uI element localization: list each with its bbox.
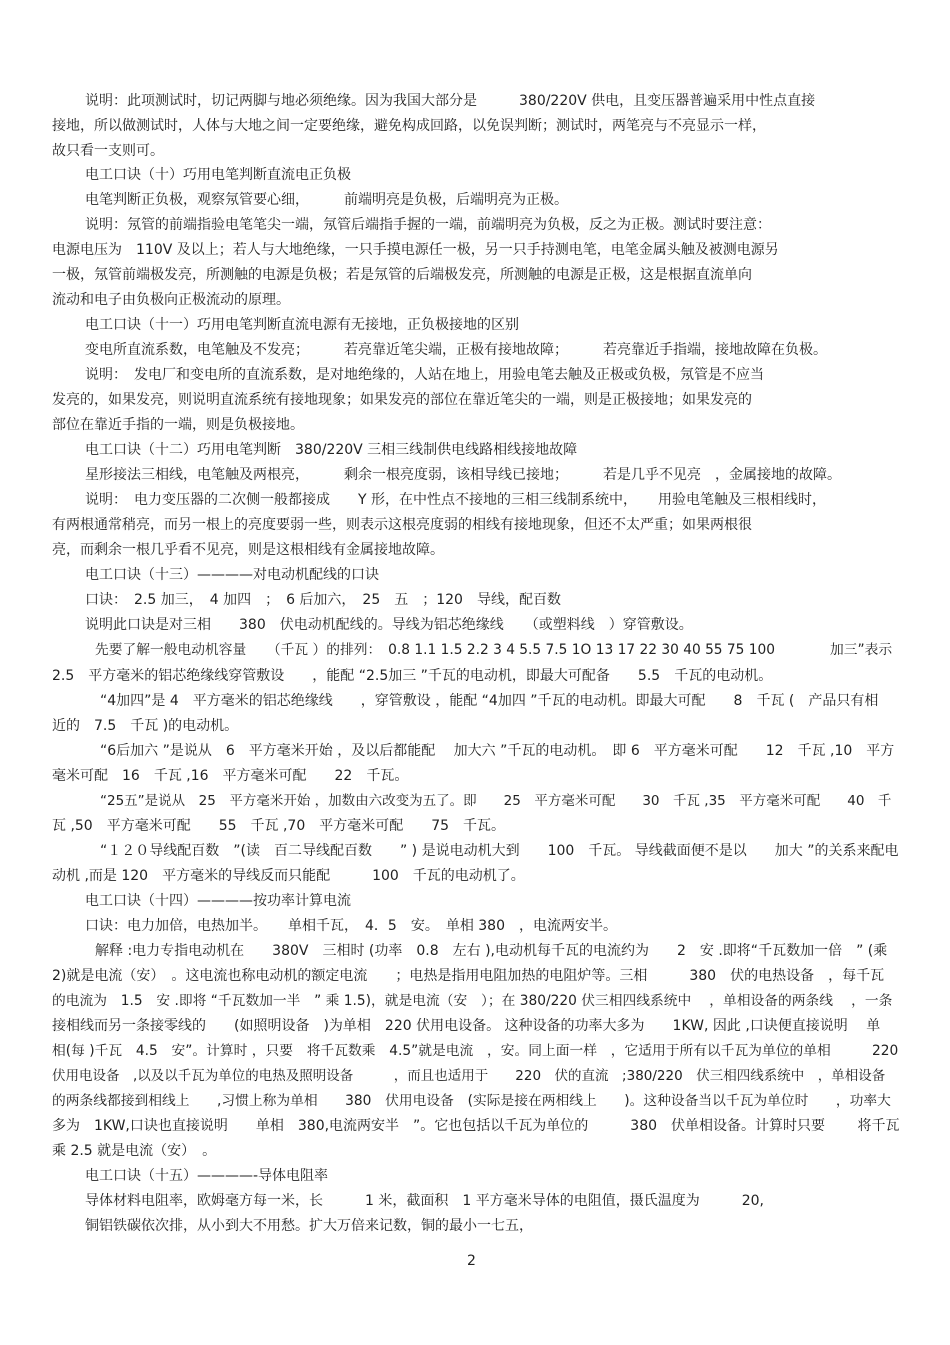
text-line: 电笔判断正负极，观察氖管要心细， 前端明亮是负极，后端明亮为正极。: [85, 192, 568, 208]
text-line: 说明： 发电厂和变电所的直流系数，是对地绝缘的，人站在地上，用验电笔去触及正极或负极，氖管是不应当: [85, 367, 764, 383]
text-line: 电源电压为 110V 及以上；若人与大地绝缘，一只手摸电源任一极，另一只手持测电笔，电笔金属头触及被测电源另: [52, 242, 779, 258]
text-line: 说明：氖管的前端指验电笔笔尖一端，氖管后端指手握的一端，前端明亮为负极，反之为正极。测试时要注意：: [85, 217, 771, 233]
text-line: 先要了解一般电动机容量 （千瓦 ）的排列： 0.8 1.1 1.5 2.2 3 4 5.5 7.5 1O 13 17 22 30 40 55 75 100 加三”表示: [95, 642, 893, 658]
page-number: 2: [467, 1253, 476, 1269]
text-line: 口诀：电力加倍，电热加半。 单相千瓦， 4．5 安。 单相 380 ，电流两安半。: [85, 918, 617, 934]
text-line: 亮，而剩余一根几乎看不见亮，则是这根相线有金属接地故障。: [52, 542, 444, 558]
text-line: 导体材料电阻率，欧姆毫方每一米，长 1 米，截面积 1 平方毫米导体的电阻值，摄氏温度为 20,: [85, 1193, 764, 1209]
text-line: “１２０导线配百数 ”(读 百二导线配百数 ” ) 是说电动机大到 100 千瓦。 导线截面便不是以 加大 ”的关系来配电: [100, 843, 899, 859]
text-line: 乘 2.5 就是电流（安） 。: [52, 1143, 217, 1159]
text-line: 说明：此项测试时，切记两脚与地必须绝缘。因为我国大部分是 380/220V 供电，且变压器普遍采用中性点直接: [85, 93, 816, 109]
text-line: 相(每 )千瓦 4.5 安”。计算时 ，只要 将千瓦数乘 4.5”就是电流 ，安。同上面一样 ，它适用于所有以千瓦为单位的单相 220: [52, 1043, 899, 1059]
section-heading: 电工口诀（十五）————-导体电阻率: [85, 1168, 329, 1184]
text-line: 的电流为 1.5 安 .即将 “千瓦数加一半 ” 乘 1.5)，就是电流（安 ）；在 380/220 伏三相四线系统中 ，单相设备的两条线 ，一条: [52, 993, 893, 1009]
text-line: 2.5 平方毫米的铝芯绝缘线穿管敷设 ，能配 “2.5加三 ”千瓦的电动机，即最大可配备 5.5 千瓦的电动机。: [52, 668, 773, 684]
section-heading: 电工口诀（十三）————对电动机配线的口诀: [85, 567, 379, 583]
section-heading: 电工口诀（十）巧用电笔判断直流电正负极: [85, 167, 351, 183]
text-line: 一极，氖管前端极发亮，所测触的电源是负极；若是氖管的后端极发亮，所测触的电源是正极，这是根据直流单向: [52, 267, 752, 283]
text-line: “4加四”是 4 平方毫米的铝芯绝缘线 ，穿管敷设 ，能配 “4加四 ”千瓦的电动机。即最大可配 8 千瓦 ( 产品只有相: [100, 693, 879, 709]
text-line: 解释 :电力专指电动机在 380V 三相时 (功率 0.8 左右 ),电动机每千瓦的电流约为 2 安 .即将“千瓦数加一倍 ” (乘: [95, 943, 888, 959]
text-line: “6后加六 ”是说从 6 平方毫米开始 ，及以后都能配 加大六 ”千瓦的电动机。 即 6 平方毫米可配 12 千瓦 ,10 平方: [100, 743, 895, 759]
section-heading: 电工口诀（十一）巧用电笔判断直流电源有无接地，正负极接地的区别: [85, 317, 519, 333]
text-line: 多为 1KW,口诀也直接说明 单相 380,电流两安半 ”。它也包括以千瓦为单位的 380 伏单相设备。计算时只要 将千瓦: [52, 1118, 900, 1134]
text-line: 星形接法三相线，电笔触及两根亮， 剩余一根亮度弱，该相导线已接地； 若是几乎不见亮 ，金属接地的故障。: [85, 467, 841, 483]
section-heading: 电工口诀（十二）巧用电笔判断 380/220V 三相三线制供电线路相线接地故障: [85, 442, 578, 458]
text-line: 近的 7.5 千瓦 )的电动机。: [52, 718, 239, 734]
text-line: 接地，所以做测试时，人体与大地之间一定要绝缘，避免构成回路，以免误判断；测试时，两笔亮与不亮显示一样，: [52, 118, 766, 134]
text-line: 说明： 电力变压器的二次侧一般都接成 Y 形，在中性点不接地的三相三线制系统中， 用验电笔触及三根相线时，: [85, 492, 826, 508]
text-line: 变电所直流系数，电笔触及不发亮； 若亮靠近笔尖端，正极有接地故障； 若亮靠近手指端，接地故障在负极。: [85, 342, 827, 358]
text-line: 动机 ,而是 120 平方毫米的导线反而只能配 100 千瓦的电动机了。: [52, 868, 525, 884]
text-line: 部位在靠近手指的一端，则是负极接地。: [52, 417, 304, 433]
text-line: 流动和电子由负极向正极流动的原理。: [52, 292, 290, 308]
text-line: “25五”是说从 25 平方毫米开始 ，加数由六改变为五了。即 25 平方毫米可配 30 千瓦 ,35 平方毫米可配 40 千: [100, 793, 892, 809]
text-line: 发亮的，如果发亮，则说明直流系统有接地现象；如果发亮的部位在靠近笔尖的一端，则是正极接地；如果发亮的: [52, 392, 752, 408]
text-line: 毫米可配 16 千瓦 ,16 平方毫米可配 22 千瓦。: [52, 768, 409, 784]
text-line: 伏用电设备 ,以及以千瓦为单位的电热及照明设备 ，而且也适用于 220 伏的直流 ;380/220 伏三相四线系统中 ，单相设备: [52, 1068, 886, 1084]
text-line: 有两根通常稍亮，而另一根上的亮度要弱一些，则表示这根亮度弱的相线有接地现象，但还不太严重；如果两根很: [52, 517, 752, 533]
text-line: 的两条线都接到相线上 ,习惯上称为单相 380 伏用电设备 (实际是接在两相线上 )。这种设备当以千瓦为单位时 ，功率大: [52, 1093, 891, 1109]
text-line: 瓦 ,50 平方毫米可配 55 千瓦 ,70 平方毫米可配 75 千瓦。: [52, 818, 506, 834]
section-heading: 电工口诀（十四）————按功率计算电流: [85, 893, 351, 909]
text-line: 2)就是电流（安） 。这电流也称电动机的额定电流 ；电热是指用电阻加热的电阻炉等。三相 380 伏的电热设备 ，每千瓦: [52, 968, 885, 984]
text-line: 铜铝铁碳依次排，从小到大不用愁。扩大万倍来记数，铜的最小一七五，: [85, 1218, 533, 1234]
text-line: 接相线而另一条接零线的 (如照明设备 )为单相 220 伏用电设备。 这种设备的功率大多为 1KW, 因此 ,口诀便直接说明 单: [52, 1018, 881, 1034]
text-line: 口诀： 2.5 加三， 4 加四 ； 6 后加六， 25 五 ；120 导线，配百数: [85, 592, 561, 608]
text-line: 说明此口诀是对三相 380 伏电动机配线的。导线为铝芯绝缘线 （或塑料线 ）穿管敷设。: [85, 617, 693, 633]
text-line: 故只看一支则可。: [52, 143, 164, 159]
